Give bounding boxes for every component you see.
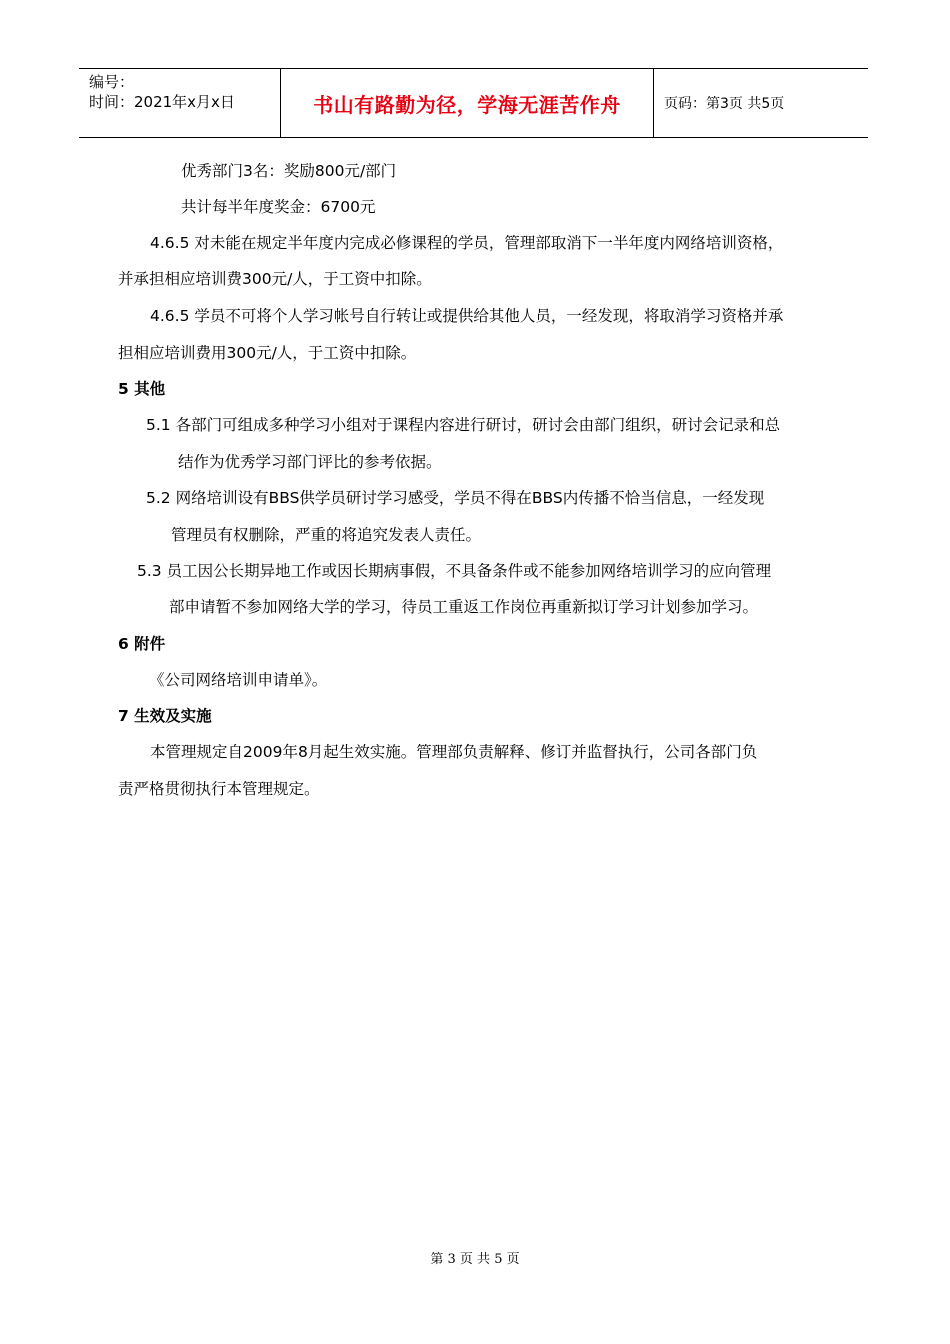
- document-time-label: 时间：2021年x月x日: [89, 93, 235, 111]
- paragraph-4-6-5-b-line2: 担相应培训费用300元/人，于工资中扣除。: [118, 344, 417, 362]
- header-motto-cell: [281, 69, 654, 137]
- section-heading-5: 5 其他: [118, 380, 166, 398]
- paragraph-4-6-5-a-line2: 并承担相应培训费300元/人，于工资中扣除。: [118, 270, 432, 288]
- paragraph-5-2-line2: 管理员有权删除，严重的将追究发表人责任。: [171, 526, 482, 544]
- page-header: [79, 68, 868, 138]
- header-left-cell: [79, 69, 281, 137]
- paragraph-5-3-line2: 部申请暂不参加网络大学的学习，待员工重返工作岗位再重新拟订学习计划参加学习。: [169, 598, 759, 616]
- paragraph-7-line2: 责严格贯彻执行本管理规定。: [118, 780, 320, 798]
- paragraph-5-3-line1: 5.3 员工因公长期异地工作或因长期病事假，不具备条件或不能参加网络培训学习的应向管理: [137, 562, 772, 580]
- paragraph-5-1-line2: 结作为优秀学习部门评比的参考依据。: [178, 453, 442, 471]
- document-number-label: 编号：: [89, 73, 135, 91]
- section-heading-7: 7 生效及实施: [118, 707, 212, 725]
- page-footer: 第 3 页 共 5 页: [430, 1252, 520, 1267]
- paragraph-7-line1: 本管理规定自2009年8月起生效实施。管理部负责解释、修订并监督执行，公司各部门负: [150, 743, 758, 761]
- paragraph-5-1-line1: 5.1 各部门可组成多种学习小组对于课程内容进行研讨，研讨会由部门组织，研讨会记录和总: [146, 416, 781, 434]
- award-line-total: 共计每半年度奖金：6700元: [181, 198, 376, 216]
- paragraph-4-6-5-b-line1: 4.6.5 学员不可将个人学习帐号自行转让或提供给其他人员，一经发现，将取消学习资格并承: [150, 307, 784, 325]
- header-page-info: 页码：第3页 共5页: [664, 96, 785, 112]
- award-line-excellent-department: 优秀部门3名：奖励800元/部门: [181, 162, 397, 180]
- header-motto: 书山有路勤为径，学海无涯苦作舟: [313, 92, 621, 117]
- paragraph-5-2-line1: 5.2 网络培训设有BBS供学员研讨学习感受，学员不得在BBS内传播不恰当信息，一经发现: [146, 489, 765, 507]
- attachment-line: 《公司网络培训申请单》。: [149, 671, 328, 689]
- section-heading-6: 6 附件: [118, 635, 166, 653]
- paragraph-4-6-5-a-line1: 4.6.5 对未能在规定半年度内完成必修课程的学员，管理部取消下一半年度内网络培训资格，: [150, 234, 784, 252]
